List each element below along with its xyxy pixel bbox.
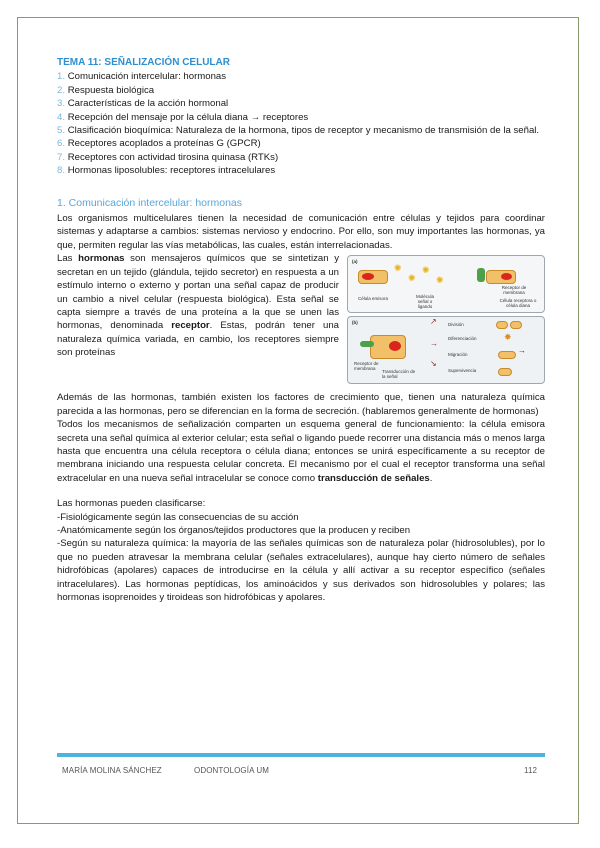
text-run: Todos los mecanismos de señalización comparten un esquema general de funcionamiento: la célula emisora secreta una señal química al exterior celular; esta señal o ligando puede recorrer una distancia más o menos larga hasta que encuentra una célula receptora o célula diana; entonces se unirá específicamente a su receptor de membrana iniciando una respuesta celular concreta. El mecanismo por el cual el receptor transforma una señal extracelular en una nueva señal intracelular se conoce como (57, 419, 545, 484)
target-cell-icon (370, 335, 406, 359)
signaling-figure (347, 255, 545, 387)
toc-item-label: Características de la acción hormonal (67, 98, 229, 110)
figure-panel-b (347, 316, 545, 384)
toc-item-number: 6. (57, 138, 66, 150)
arrow-icon: ↘ (430, 359, 437, 369)
paragraph: -Según su naturaleza química: la mayoría de las señales químicas son de naturaleza polar (hidrosolubles), por lo que no pueden atravesar la membrana celular (señales extracelulares), aunque hay cierto número de señales hidrofóbicas (apolares) capaces de introducirse en la célula y allí activar a su receptor específico (señales intracelulares). Las hormonas peptídicas, los aminoácidos y sus derivados son hidrosolubles y polares; las hormonas isoprenoides y tiroideas son hidrofóbicas y apolares. (57, 538, 545, 603)
toc-item (57, 84, 545, 97)
toc-item-label: Comunicación intercelular: hormonas (67, 71, 227, 83)
toc-item (57, 124, 545, 137)
document-body (57, 56, 545, 604)
text-run: . (429, 472, 433, 484)
paragraph: Las hormonas pueden clasificarse: (57, 498, 206, 510)
toc-item-label: Hormonas liposolubles: receptores intracelulares (67, 165, 276, 177)
toc-item-label: Respuesta biológica (67, 84, 155, 96)
page-number: 112 (524, 766, 538, 775)
target-cell-icon (486, 270, 516, 284)
toc-item-label: Receptores acoplados a proteínas G (GPCR) (67, 138, 261, 150)
paragraph: Además de las hormonas, también existen los factores de crecimiento que, tienen una naturaleza química parecida a las hormonas, pero se diferencian en la forma de secreción. (hablaremos generalmente de hormonas) (57, 392, 545, 417)
cell-icon (510, 321, 522, 329)
figure-label: Receptor de membrana (354, 361, 379, 372)
toc-item-label: Clasificación bioquímica: Naturaleza de la hormona, tipos de receptor y mecanismo de transmisión de la señal. (67, 125, 540, 137)
toc-item (57, 111, 545, 124)
figure-tag-b: (b) (352, 320, 358, 326)
figure-tag-a: (a) (352, 259, 358, 265)
text-run: . Estas, podrán tener una naturaleza química variada, en cambio, los receptores siempre son proteínas (57, 320, 340, 359)
toc-item-label: Receptores con actividad tirosina quinasa (RTKs) (67, 151, 279, 163)
figure-label: Transducción de la señal (382, 369, 416, 380)
toc-item (57, 97, 545, 110)
figure-label: Célula emisora (358, 296, 389, 302)
cell-icon (498, 368, 512, 376)
signal-molecule-icon: ✺ (422, 265, 430, 276)
section-title: 1. Comunicación intercelular: hormonas (57, 196, 243, 209)
paragraph: -Fisiológicamente según las consecuencias de su acción (57, 511, 299, 523)
footer-divider (57, 753, 545, 757)
toc-item-number: 5. (57, 125, 66, 137)
toc-item-number: 7. (57, 151, 66, 163)
signal-molecule-icon: ✺ (436, 275, 444, 286)
paragraph: Los organismos multicelulares tienen la necesidad de comunicación entre células y tejidos para coordinar sistemas y adaptarse a cambios: sistemas nervioso y endocrino. Por ello, son muy importantes las hormonas, ya que, permiten regular las vías metabólicas, las cuales, están interrelacionadas. (57, 213, 545, 251)
toc-item (57, 151, 545, 164)
emitter-cell-icon (358, 270, 388, 284)
toc-item (57, 70, 545, 83)
figure-label: Molécula señal o ligando (415, 294, 434, 310)
text-run: Las (57, 253, 79, 265)
migrating-cell-icon (498, 351, 516, 359)
toc-item-number: 3. (57, 98, 66, 110)
figure-label: Migración (448, 352, 468, 358)
paragraph: -Anatómicamente según los órganos/tejidos productores que la producen y reciben (57, 524, 411, 536)
toc-item-number: 4. (57, 111, 66, 123)
figure-label: Diferenciación (448, 336, 477, 342)
page-title: TEMA 11: SEÑALIZACIÓN CELULAR (57, 57, 230, 68)
differentiated-cell-icon: ✸ (504, 332, 512, 343)
cell-icon (496, 321, 508, 329)
toc-item (57, 137, 545, 150)
footer-course: ODONTOLOGÍA UM (194, 766, 270, 775)
figure-label: Supervivencia (448, 368, 477, 374)
toc-item-number: 1. (57, 71, 66, 83)
toc-item-label: Recepción del mensaje por la célula diana → receptores (67, 111, 309, 123)
toc-item-number: 8. (57, 165, 66, 177)
signal-molecule-icon: ✺ (408, 273, 416, 284)
figure-label: División (448, 322, 464, 328)
bold-term: transducción de señales (317, 472, 430, 484)
signal-molecule-icon: ✺ (394, 263, 402, 274)
text-run: son mensajeros químicos que se sintetizan y secretan en un tejido (glándula, tejido secretor) en respuesta a un estímulo interno o externo y portan una señal capaz de producir un cambio a nivel celular (respuesta biológica). Esta señal se capta siempre a través de una proteína a la que se unen las hormonas, denominada (57, 253, 339, 332)
receptor-icon (477, 268, 485, 282)
arrow-icon: → (518, 346, 526, 356)
arrow-icon: ↗ (430, 317, 437, 327)
toc-item (57, 164, 545, 177)
bold-term: receptor (171, 320, 210, 332)
table-of-contents (57, 70, 545, 177)
paragraph (57, 418, 545, 485)
receptor-icon (360, 341, 374, 347)
toc-item-number: 2. (57, 84, 66, 96)
footer-author: MARÍA MOLINA SÁNCHEZ (62, 766, 162, 775)
figure-label: Célula receptora o célula diana (499, 298, 537, 309)
figure-panel-a (347, 255, 545, 313)
arrow-icon: → (430, 339, 438, 349)
bold-term: hormonas (78, 253, 125, 265)
figure-label: Receptor de membrana (501, 285, 527, 296)
